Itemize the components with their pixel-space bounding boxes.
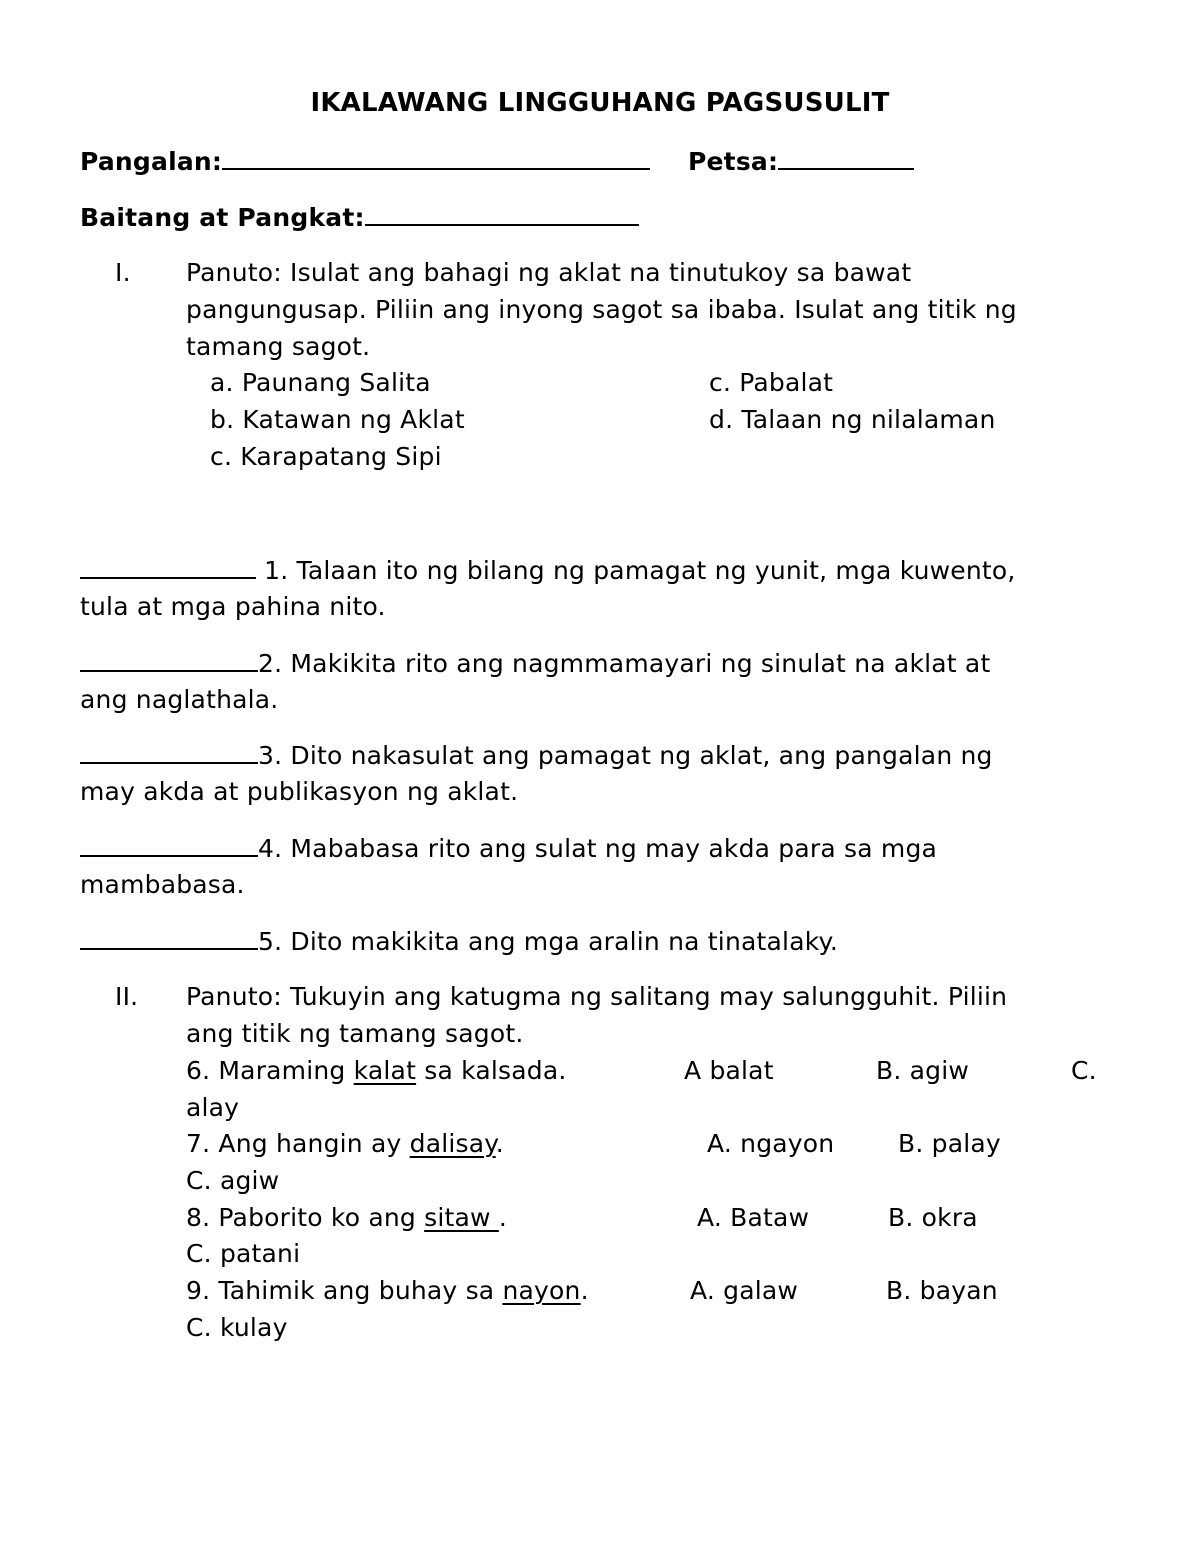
q8-underlined-word: sitaw xyxy=(424,1203,499,1232)
item-2 xyxy=(80,648,990,679)
item-5-text: 5. Dito makikita ang mga aralin na tinatalaky. xyxy=(258,927,839,956)
item-1 xyxy=(80,555,1016,586)
q9-option-c[interactable]: C. kulay xyxy=(186,1313,288,1342)
item-3 xyxy=(80,740,993,771)
item-2-cont: ang naglathala. xyxy=(80,685,279,714)
choice-d: d. Talaan ng nilalaman xyxy=(709,405,996,434)
item-3-cont: may akda at publikasyon ng aklat. xyxy=(80,777,519,806)
item-1-cont: tula at mga pahina nito. xyxy=(80,592,386,621)
part1-instruction-line3: tamang sagot. xyxy=(186,332,371,361)
answer-blank-2[interactable] xyxy=(80,648,258,672)
part2-numeral: II. xyxy=(115,982,139,1011)
part1-instruction-line2: pangungusap. Piliin ang inyong sagot sa ibaba. Isulat ang titik ng xyxy=(186,295,1017,324)
q8-option-a[interactable]: A. Bataw xyxy=(697,1203,810,1232)
q6-option-b[interactable]: B. agiw xyxy=(876,1056,970,1085)
item-2-text: 2. Makikita rito ang nagmmamayari ng sinulat na aklat at xyxy=(258,649,991,678)
q9-post: . xyxy=(580,1276,589,1305)
q9-option-b[interactable]: B. bayan xyxy=(886,1276,998,1305)
answer-blank-5[interactable] xyxy=(80,926,258,950)
q7-pre: 7. Ang hangin ay xyxy=(186,1129,410,1158)
q7-option-b[interactable]: B. palay xyxy=(898,1129,1001,1158)
item-4-text: 4. Mababasa rito ang sulat ng may akda para sa mga xyxy=(258,834,938,863)
answer-blank-1[interactable] xyxy=(80,555,256,579)
question-7 xyxy=(186,1129,504,1159)
q6-option-c[interactable]: C. xyxy=(1071,1056,1097,1085)
answer-blank-4[interactable] xyxy=(80,833,258,857)
q9-pre: 9. Tahimik ang buhay sa xyxy=(186,1276,503,1305)
question-8 xyxy=(186,1203,507,1233)
q9-underlined-word: nayon xyxy=(502,1276,581,1305)
item-1-text: 1. Talaan ito ng bilang ng pamagat ng yunit, mga kuwento, xyxy=(256,556,1016,585)
q7-option-a[interactable]: A. ngayon xyxy=(707,1129,835,1158)
date-label: Petsa: xyxy=(688,147,779,176)
q6-option-a[interactable]: A balat xyxy=(684,1056,774,1085)
q7-post: . xyxy=(495,1129,504,1158)
date-field xyxy=(688,146,914,177)
grade-label: Baitang at Pangkat: xyxy=(80,203,365,232)
q8-pre: 8. Paborito ko ang xyxy=(186,1203,425,1232)
part2-instruction-line2: ang titik ng tamang sagot. xyxy=(186,1019,524,1048)
choice-c-karapatang-sipi: c. Karapatang Sipi xyxy=(210,442,442,471)
q8-option-b[interactable]: B. okra xyxy=(888,1203,978,1232)
q6-pre: 6. Maraming xyxy=(186,1056,354,1085)
q6-underlined-word: kalat xyxy=(353,1056,417,1085)
answer-blank-3[interactable] xyxy=(80,740,258,764)
choice-a: a. Paunang Salita xyxy=(210,368,431,397)
part1-instruction-line1: Panuto: Isulat ang bahagi ng aklat na tinutukoy sa bawat xyxy=(186,258,912,287)
question-6 xyxy=(186,1056,567,1086)
date-blank[interactable] xyxy=(778,146,914,170)
name-blank[interactable] xyxy=(222,146,650,170)
q7-underlined-word: dalisay xyxy=(409,1129,496,1158)
q7-option-c[interactable]: C. agiw xyxy=(186,1166,280,1195)
part1-numeral: I. xyxy=(115,258,131,287)
choice-c-pabalat: c. Pabalat xyxy=(709,368,834,397)
page-title: IKALAWANG LINGGUHANG PAGSUSULIT xyxy=(310,88,890,118)
question-9 xyxy=(186,1276,589,1306)
q8-post: . xyxy=(498,1203,507,1232)
grade-section-field xyxy=(80,202,639,233)
name-field xyxy=(80,146,650,177)
item-5 xyxy=(80,926,838,957)
item-4 xyxy=(80,833,937,864)
choice-b: b. Katawan ng Aklat xyxy=(210,405,465,434)
q6-option-c-cont: alay xyxy=(186,1093,240,1122)
q8-option-c[interactable]: C. patani xyxy=(186,1239,301,1268)
q6-post: sa kalsada. xyxy=(416,1056,567,1085)
item-4-cont: mambabasa. xyxy=(80,870,245,899)
grade-blank[interactable] xyxy=(365,202,639,226)
name-label: Pangalan: xyxy=(80,147,223,176)
item-3-text: 3. Dito nakasulat ang pamagat ng aklat, ang pangalan ng xyxy=(258,741,993,770)
part2-instruction-line1: Panuto: Tukuyin ang katugma ng salitang may salungguhit. Piliin xyxy=(186,982,1008,1011)
q9-option-a[interactable]: A. galaw xyxy=(690,1276,799,1305)
